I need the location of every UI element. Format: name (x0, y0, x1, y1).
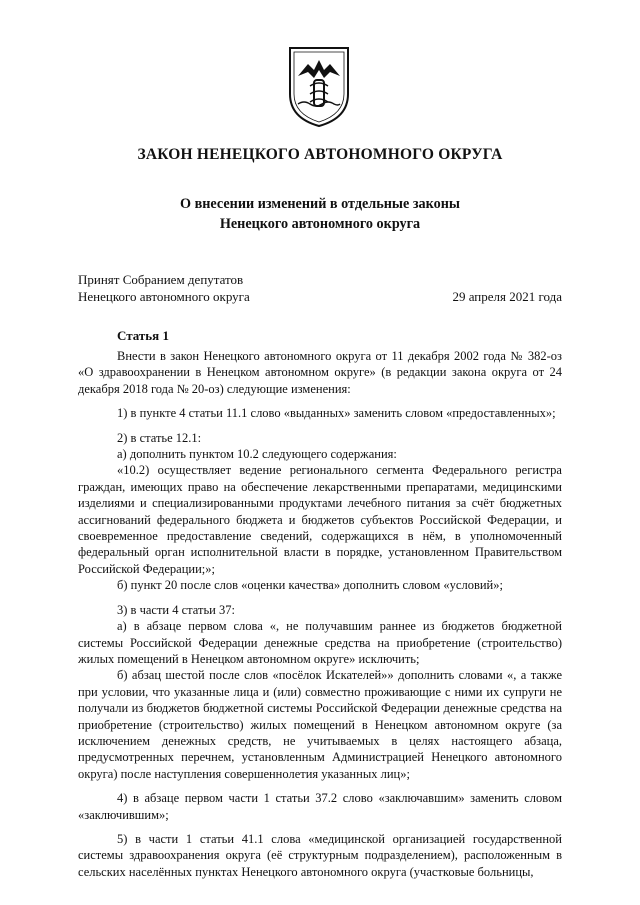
paragraph: 3) в части 4 статьи 37: (117, 602, 235, 617)
paragraph: 4) в абзаце первом части 1 статьи 37.2 слово «заключавшим» заменить словом «заключившим»; (78, 791, 562, 822)
adoption-note (78, 271, 250, 305)
law-title: ЗАКОН НЕНЕЦКОГО АВТОНОМНОГО ОКРУГА (137, 146, 503, 163)
paragraph: Внести в закон Ненецкого автономного округа от 11 декабря 2002 года № 382-оз «О здравоохранении в Ненецком автономном округе» (в редакции закона округа от 24 декабря 2018 года № 20-оз) следующие изменения: (78, 349, 562, 396)
law-subtitle (0, 194, 640, 234)
paragraph: а) дополнить пунктом 10.2 следующего содержания: (117, 447, 397, 462)
paragraph: 2) в статье 12.1: (117, 430, 202, 445)
paragraph: 1) в пункте 4 статьи 11.1 слово «выданных» заменить словом «предоставленных»; (117, 406, 556, 421)
article-heading: Статья 1 (117, 328, 169, 343)
article-body (78, 348, 562, 880)
paragraph: 5) в части 1 статьи 41.1 слова «медицинской организацией государственной системы здравоохранения округа (её структурным подразделением), расположенным в сельских населённых пунктах Ненецкого автономного округа (участковые больницы, (78, 831, 562, 879)
subtitle-line-1: О внесении изменений в отдельные законы (180, 196, 460, 212)
paragraph: а) в абзаце первом слова «, не получавшим раннее из бюджетов бюджетной системы Российской Федерации денежные средства на приобретение (строительство) жилых помещений в Ненецком автономном округе» исключить; (78, 619, 562, 666)
paragraph: «10.2) осуществляет ведение регионального сегмента Федерального регистра граждан, имеющих право на обеспечение лекарственными препаратами, медицинскими изделиями и специализированными продуктами лечебного питания за счёт бюджетных ассигнований федерального бюджета и бюджетов субъектов Российской Федерации, и своевременное предоставление сведений, содержащихся в нём, в уполномоченный федеральный орган исполнительной власти в порядке, установленном Правительством Российской Федерации;»; (78, 463, 562, 576)
adoption-date: 29 апреля 2021 года (452, 289, 562, 304)
subtitle-line-2: Ненецкого автономного округа (219, 216, 421, 232)
paragraph: б) абзац шестой после слов «посёлок Искателей»» дополнить словами «, а также при условии, что указанные лица и (или) совместно проживающие с ними их супруги не получали из бюджетов бюджетной системы Российской Федерации денежные средства на приобретение (строительство) жилых помещений в Ненецком автономном округе (за исключением денежных средств, не учитываемых в целях настоящего абзаца, предусмотренных перечнем, установленным Администрацией Ненецкого автономного округа) после наступления совершеннолетия указанных лиц»; (78, 668, 562, 781)
coat-of-arms-emblem (284, 42, 354, 128)
adoption-line-2: Ненецкого автономного округа (78, 289, 250, 304)
paragraph: б) пункт 20 после слов «оценки качества» дополнить словом «условий»; (117, 578, 503, 593)
adoption-line-1: Принят Собранием депутатов (78, 272, 244, 287)
